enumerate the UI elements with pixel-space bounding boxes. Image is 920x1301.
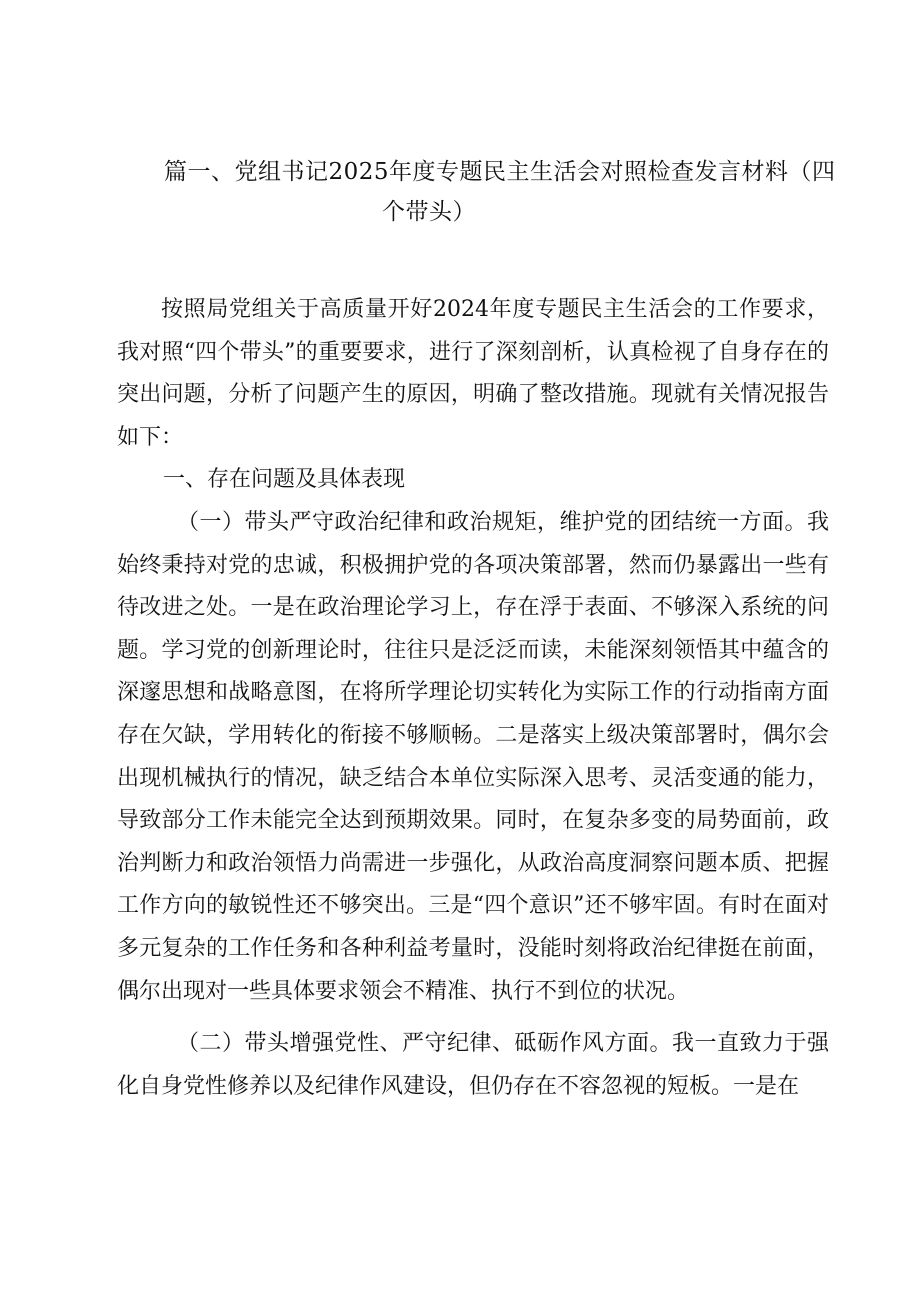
section-2-paragraph: （二）带头增强党性、严守纪律、砥砺作风方面。我一直致力于强化自身党性修养以及纪律作风建设，但仍存在不容忽视的短板。一是在 [117, 1031, 829, 1099]
title-line-1: 篇一、党组书记2025年度专题民主生活会对照检查发言材料（四 [164, 159, 836, 185]
document-body [117, 289, 829, 1108]
document-title [120, 152, 840, 232]
section-1-paragraph: （一）带头严守政治纪律和政治规矩，维护党的团结统一方面。我始终秉持对党的忠诚，积极拥护党的各项决策部署，然而仍暴露出一些有待改进之处。一是在政治理论学习上，存在浮于表面、不够深入系统的问题。学习党的创新理论时，往往只是泛泛而读，未能深刻领悟其中蕴含的深邃思想和战略意图，在将所学理论切实转化为实际工作的行动指南方面存在欠缺，学用转化的衔接不够顺畅。二是落实上级决策部署时，偶尔会出现机械执行的情况，缺乏结合本单位实际深入思考、灵活变通的能力，导致部分工作未能完全达到预期效果。同时，在复杂多变的局势面前，政治判断力和政治领悟力尚需进一步强化，从政治高度洞察问题本质、把握工作方向的敏锐性还不够突出。三是“四个意识”还不够牢固。有时在面对多元复杂的工作任务和各种利益考量时，没能时刻将政治纪律挺在前面，偶尔出现对一些具体要求领会不精准、执行不到位的状况。 [117, 509, 829, 1004]
section-heading: 一、存在问题及具体表现 [163, 467, 406, 493]
intro-paragraph: 按照局党组关于高质量开好2024年度专题民主生活会的工作要求，我对照“四个带头”的重要要求，进行了深刻剖析，认真检视了自身存在的突出问题，分析了问题产生的原因，明确了整改措施。现就有关情况报告如下： [117, 297, 829, 450]
title-line-2: 个带头） [382, 199, 476, 225]
